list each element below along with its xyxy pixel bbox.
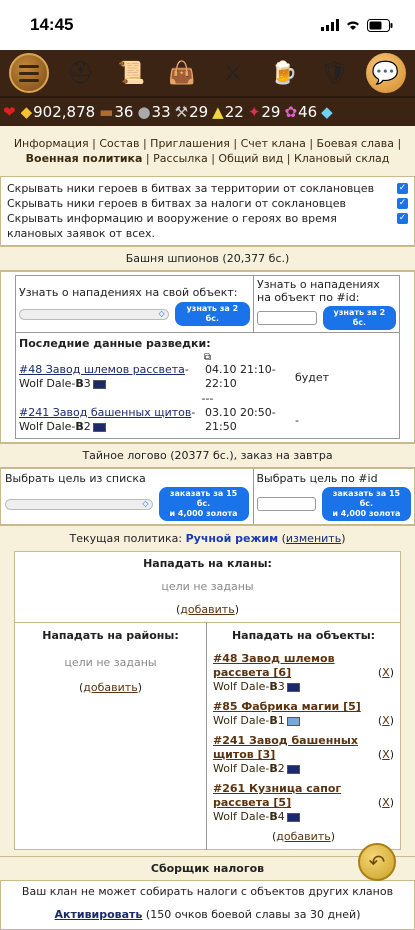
id-object-label: Узнать о нападениях на объект по #id:	[257, 278, 380, 304]
resource	[248, 103, 281, 121]
menu-button[interactable]	[9, 53, 49, 93]
crystal-icon: ✦	[247, 103, 261, 121]
setting-row	[7, 181, 408, 196]
tax-panel	[0, 881, 415, 930]
setting-checkbox[interactable]: ✓	[398, 183, 407, 193]
policy-mode: Ручной режим	[185, 532, 279, 545]
clan-flag-icon	[93, 380, 106, 389]
clan-nav: Информация | Состав | Приглашения | Счет клана | Боевая слава | Военная политика | Рассылка | Общий вид | Клановый склад	[0, 126, 415, 176]
nav-info[interactable]: Информация	[13, 137, 89, 150]
setting-checkbox[interactable]: ✓	[398, 198, 407, 208]
recent-intel-title: Последние данные разведки:	[19, 337, 211, 350]
nav-invites[interactable]: Приглашения	[150, 137, 230, 150]
resource	[3, 103, 17, 121]
resource	[21, 103, 96, 121]
intel-status: будет	[295, 370, 330, 384]
setting-row	[7, 211, 408, 241]
resource-value: 22	[224, 103, 244, 121]
hide-settings	[0, 176, 415, 246]
status-bar	[0, 0, 415, 50]
attack-clans-title: Нападать на кланы:	[143, 557, 272, 570]
list-item: #48 Завод шлемов рассвета [6] Wolf Dale-B3 (X)	[213, 652, 394, 693]
nav-storage[interactable]: Клановый склад	[293, 152, 390, 165]
stone-icon: ●	[137, 103, 151, 121]
nav-account[interactable]: Счет клана	[240, 137, 306, 150]
clan-flag-icon	[287, 683, 300, 692]
resource	[175, 103, 209, 121]
lair-id-cell	[253, 469, 414, 524]
table-row	[19, 363, 396, 391]
resource-value: 36	[114, 103, 134, 121]
policy-change-link[interactable]: изменить	[285, 532, 342, 545]
add-clan-link[interactable]: добавить	[180, 603, 235, 616]
intel-owner-b: B	[75, 377, 84, 390]
object-owner: Wolf Dale-B2	[213, 762, 285, 775]
resource	[212, 103, 244, 121]
clan-flag-icon	[287, 717, 300, 726]
recent-intel-cell	[16, 333, 400, 439]
object-link[interactable]: #85 Фабрика магии [5]	[213, 700, 361, 713]
attack-objects-title: Нападать на объекты:	[231, 629, 376, 642]
diamond-icon: ◆	[321, 103, 333, 121]
lair-order-list-button[interactable]: заказать за 15 бс. и 4,000 золота	[159, 487, 249, 521]
object-id-input[interactable]	[257, 311, 317, 325]
policy-wrap	[0, 551, 415, 850]
gold-icon: ◆	[20, 103, 33, 121]
object-link[interactable]: #48 Завод шлемов рассвета [6]	[213, 652, 335, 679]
intel-target	[19, 406, 205, 434]
object-owner: Wolf Dale-B1	[213, 714, 285, 727]
nav-mailing[interactable]: Рассылка	[153, 152, 208, 165]
attack-targets-table	[14, 623, 401, 850]
activate-note: (150 очков боевой славы за 30 дней)	[145, 908, 361, 921]
crossed-swords-icon[interactable]: ⚔	[223, 60, 243, 86]
intel-owner-num: 2	[83, 420, 91, 433]
setting-checkbox[interactable]: ✓	[398, 213, 407, 223]
objects-cell: Нападать на объекты: #48 Завод шлемов рассвета [6] Wolf Dale-B3 (X) #85 Фабрика магии [5] Wolf Dale-B1 (X) #241 Завод башенных щитов [3] Wolf Dale-B2 (X) #261 Кузница сапог рассвета [5] Wolf Dale-B4 (X) (добавить)	[213, 629, 394, 843]
nav-military-policy: Военная политика	[25, 152, 143, 165]
setting-label: Скрывать ники героев в битвах за территории от соклановцев	[7, 182, 375, 195]
clan-flag-icon	[287, 765, 300, 774]
add-district-link[interactable]: добавить	[83, 681, 138, 694]
helmet-icon[interactable]: ⛑	[66, 60, 95, 86]
clans-empty: цели не заданы	[161, 580, 254, 593]
resource-value: 29	[261, 103, 281, 121]
tax-text: Ваш клан не может собирать налоги с объектов других кланов	[21, 885, 394, 898]
resource-value: 29	[189, 103, 209, 121]
intel-owner: - Wolf Dale-	[19, 406, 196, 433]
nav-glory[interactable]: Боевая слава	[316, 137, 394, 150]
lair-title: Тайное логово (20377 бс.), заказ на завтра	[0, 443, 415, 468]
nav-members[interactable]: Состав	[99, 137, 140, 150]
spy-id-button[interactable]: узнать за 2 бс.	[323, 306, 396, 330]
intel-object-link[interactable]: #241 Завод башенных щитов	[19, 406, 192, 419]
own-object-select[interactable]: ◇	[19, 309, 169, 320]
attack-clans-panel: Нападать на кланы: цели не заданы (добавить)	[14, 551, 401, 623]
intel-separator: ---	[201, 392, 214, 405]
heart-icon: ❤	[3, 103, 16, 121]
tax-title: Сборщик налогов	[0, 856, 415, 881]
lair-list-cell	[1, 469, 253, 524]
object-link[interactable]: #261 Кузница сапог рассвета [5]	[213, 782, 342, 809]
armor-icon[interactable]: 🛡	[320, 60, 349, 86]
remove-object-button[interactable]: X	[382, 714, 390, 727]
bag-icon[interactable]: 👜	[168, 60, 196, 86]
policy-line: Текущая политика: Ручной режим (изменить)	[0, 525, 415, 551]
object-owner: Wolf Dale-B3	[213, 680, 285, 693]
spy-own-button[interactable]: узнать за 2 бс.	[175, 302, 250, 326]
undo-arrow-icon: ↶	[368, 850, 386, 874]
spy-tower-panel	[0, 271, 415, 443]
intel-time: 04.10 21:10-22:10	[205, 363, 276, 390]
attack-districts-title: Нападать на районы:	[42, 629, 179, 642]
lair-panel	[0, 468, 415, 525]
intel-owner-b: B	[75, 420, 84, 433]
intel-target	[19, 363, 205, 391]
resource-value: 33	[151, 103, 171, 121]
tavern-icon[interactable]: 🍺	[270, 60, 298, 86]
list-item: #261 Кузница сапог рассвета [5] Wolf Dale-B4 (X)	[213, 782, 394, 823]
setting-label: Скрывать ники героев в битвах за налоги от соклановцев	[7, 197, 346, 210]
resource	[137, 103, 170, 121]
wood-icon: ▬	[99, 103, 114, 121]
remove-object-button[interactable]: X	[382, 666, 390, 679]
lair-id-label: Выбрать цель по #id	[256, 472, 378, 485]
signal-icon	[321, 19, 339, 31]
objects-list	[213, 652, 394, 824]
policy-label: Текущая политика:	[69, 532, 183, 545]
id-object-cell	[254, 276, 400, 333]
clan-flag-icon	[287, 813, 300, 822]
intel-table	[19, 363, 396, 434]
lair-id-input[interactable]	[257, 497, 316, 511]
object-owner: Wolf Dale-B4	[213, 810, 285, 823]
resource	[284, 103, 317, 121]
intel-owner: - Wolf Dale-	[19, 363, 189, 390]
resource	[99, 103, 133, 121]
own-object-cell	[16, 276, 254, 333]
clan-flag-icon	[93, 423, 106, 432]
spy-form	[15, 275, 400, 439]
remove-object-button[interactable]: X	[382, 748, 390, 761]
intel-object-link[interactable]: #48 Завод шлемов рассвета	[19, 363, 185, 376]
spy-tower-title: Башня шпионов (20,377 бс.)	[0, 246, 415, 271]
battery-icon	[367, 19, 393, 32]
gems-icon: ✿	[284, 103, 298, 121]
lair-target-select[interactable]: ◇	[5, 499, 153, 510]
lair-list-label: Выбрать цель из списка	[5, 472, 146, 485]
resource-value: 46	[298, 103, 318, 121]
table-row	[19, 406, 396, 434]
clock: 14:45	[30, 15, 74, 34]
setting-label: Скрывать информацию и вооружение о героях во время клановых заявок от всех.	[7, 212, 337, 240]
add-object-link[interactable]: добавить	[276, 830, 331, 843]
iron-icon: ⚒	[174, 103, 189, 121]
intel-time: 03.10 20:50-21:50	[205, 406, 276, 433]
districts-empty: цели не заданы	[64, 656, 157, 669]
nav-overview[interactable]: Общий вид	[218, 152, 284, 165]
lair-order-id-button[interactable]: заказать за 15 бс. и 4,000 золота	[322, 487, 411, 521]
system-icons	[321, 19, 393, 32]
remove-object-button[interactable]: X	[382, 796, 390, 809]
chat-icon[interactable]: 💬	[366, 53, 406, 93]
object-link[interactable]: #241 Завод башенных щитов [3]	[213, 734, 358, 761]
resource	[321, 103, 334, 121]
game-toolbar	[0, 50, 415, 98]
list-item: #241 Завод башенных щитов [3] Wolf Dale-B2 (X)	[213, 734, 394, 775]
back-button[interactable]	[358, 843, 396, 881]
wifi-icon	[345, 19, 361, 31]
activate-link[interactable]: Активировать	[54, 908, 143, 921]
setting-row	[7, 196, 408, 211]
own-object-label: Узнать о нападениях на свой объект:	[19, 286, 238, 299]
list-item: #85 Фабрика магии [5] Wolf Dale-B1 (X)	[213, 700, 394, 727]
intel-status: -	[295, 413, 299, 427]
resource-value: 902,878	[33, 103, 96, 121]
intel-owner-num: 3	[83, 377, 91, 390]
copy-icon[interactable]: ⧉	[203, 352, 212, 363]
resources-bar	[0, 98, 415, 126]
lair-form	[1, 469, 414, 524]
map-icon[interactable]: 📜	[117, 60, 145, 86]
districts-cell: Нападать на районы: цели не заданы (добавить)	[15, 623, 207, 850]
sulfur-icon: ▲	[212, 103, 224, 121]
